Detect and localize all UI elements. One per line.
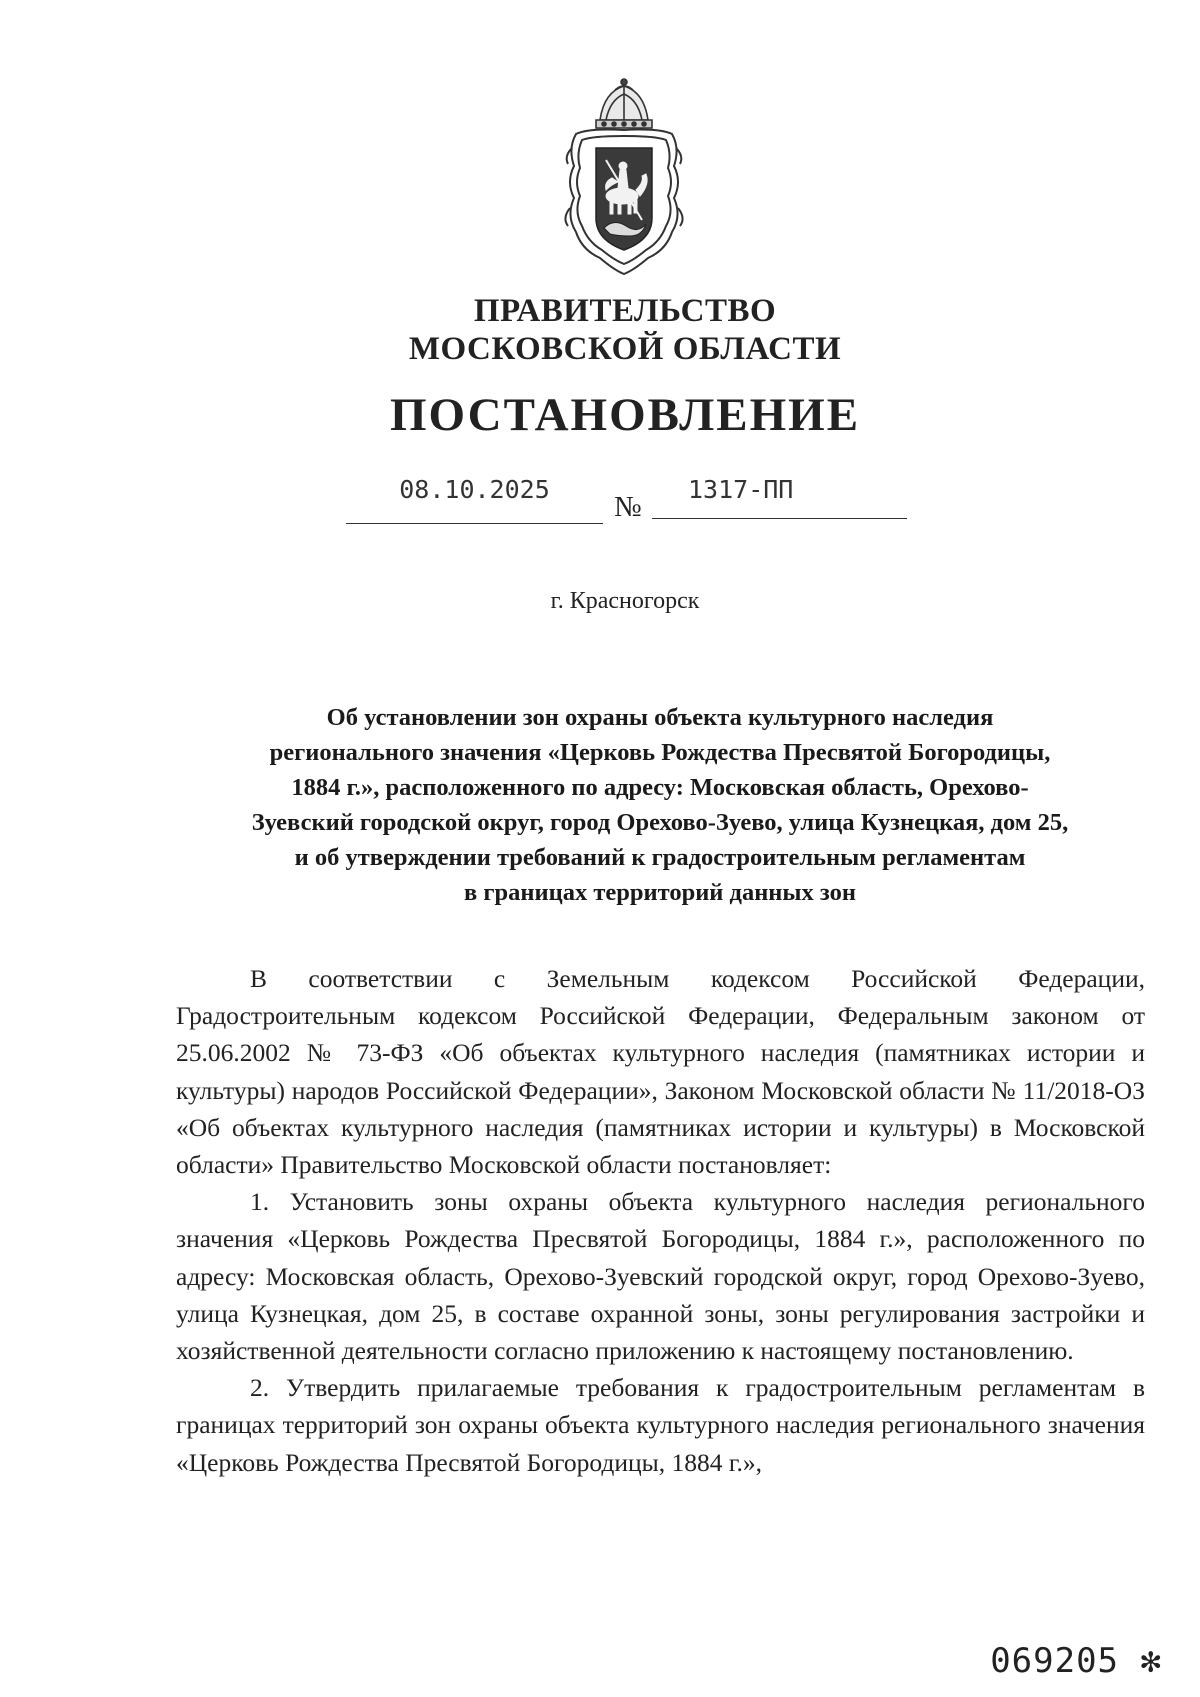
document-type-title: ПОСТАНОВЛЕНИЕ	[389, 389, 861, 441]
asterisk-icon: ✻	[1140, 1641, 1162, 1681]
city-name: г. Красногорск	[550, 588, 700, 614]
subject-line: регионального значения «Церковь Рождества Пресвятой Богородицы,	[269, 739, 1051, 766]
government-name	[0, 292, 1200, 368]
body-paragraph-1: 1. Установить зоны охраны объекта культурного наследия регионального значения «Церковь Рождества Пресвятой Богородицы, 1884 г.», расположенного по адресу: Московская область, Орехово-Зуевский городской округ, город Орехово-Зуево, улица Кузнецкая, дом 25, в составе охранной зоны, зоны регулирования застройки и хозяйственной деятельности согласно приложению к настоящему постановлению.	[176, 1187, 1145, 1366]
body-paragraph-preamble: В соответствии с Земельным кодексом Российской Федерации, Градостроительным кодексом Российской Федерации, Федеральным законом от 25.06.2002 № 73-ФЗ «Об объектах культурного наследия (памятниках истории и культуры) народов Российской Федерации», Законом Московской области № 11/2018-ОЗ «Об объектах культурного наследия (памятниках истории и культуры) в Московской области» Правительство Московской области постановляет:	[176, 964, 1145, 1180]
government-line-2: МОСКОВСКОЙ ОБЛАСТИ	[408, 331, 842, 367]
subject-line: Зуевский городской округ, город Орехово-Зуево, улица Кузнецкая, дом 25,	[251, 809, 1069, 836]
serial-number	[990, 1641, 1162, 1681]
subject-line: и об утверждении требований к градостроительным регламентам	[294, 844, 1026, 871]
body-paragraph-2: 2. Утвердить прилагаемые требования к градостроительным регламентам в границах территорий зон охраны объекта культурного наследия регионального значения «Церковь Рождества Пресвятой Богородицы, 1884 г.»,	[176, 1373, 1145, 1477]
serial-digits: 069205	[990, 1641, 1120, 1681]
government-line-1: ПРАВИТЕЛЬСТВО	[473, 293, 777, 329]
document-number: 1317-ПП	[652, 476, 907, 519]
document-date: 08.10.2025	[346, 476, 603, 524]
document-subject	[180, 700, 1140, 910]
coat-of-arms-icon	[560, 78, 688, 278]
document-body	[176, 960, 1145, 1481]
subject-line: 1884 г.», расположенного по адресу: Московская область, Орехово-	[291, 774, 1029, 801]
subject-line: Об установлении зон охраны объекта культурного наследия	[326, 704, 994, 731]
number-sign: №	[614, 491, 642, 523]
subject-line: в границах территорий данных зон	[464, 879, 856, 906]
